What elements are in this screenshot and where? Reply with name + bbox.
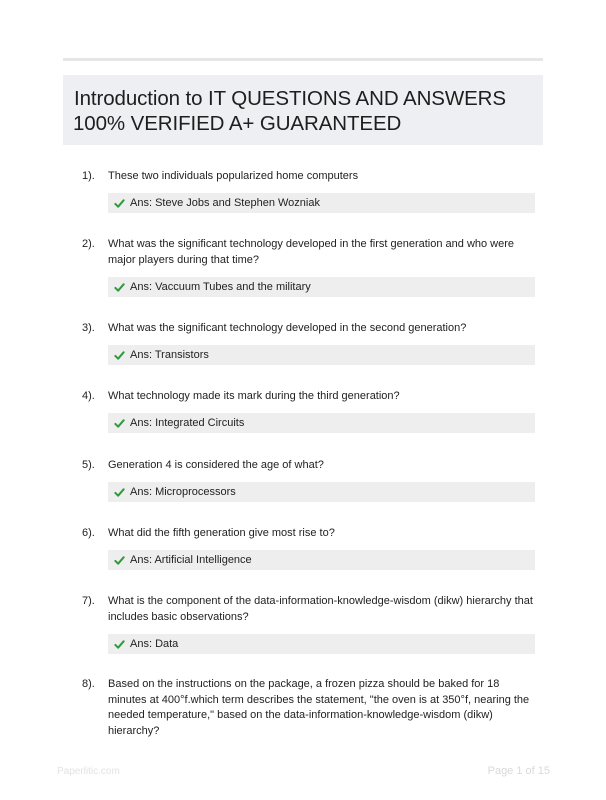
answer-box <box>108 550 535 570</box>
answer-text: Ans: Steve Jobs and Stephen Wozniak <box>130 197 320 209</box>
checkmark-icon <box>114 639 125 650</box>
answer-box <box>108 413 535 433</box>
checkmark-icon <box>114 282 125 293</box>
answer-text: Ans: Integrated Circuits <box>130 417 245 429</box>
answer-box <box>108 345 535 365</box>
checkmark-icon <box>114 418 125 429</box>
document-title-line-1: Introduction to IT QUESTIONS AND ANSWERS <box>74 87 506 110</box>
question-number: 6). <box>82 527 95 539</box>
checkmark-icon <box>114 487 125 498</box>
document-title-box <box>63 75 543 145</box>
question-text: These two individuals popularized home computers <box>108 170 359 182</box>
question-number: 5). <box>82 459 95 471</box>
document-title-line-2: 100% VERIFIED A+ GUARANTEED <box>73 112 402 135</box>
answer-box <box>108 634 535 654</box>
question-number: 2). <box>82 238 95 250</box>
footer-site-watermark: Paperlitic.com <box>57 766 120 777</box>
checkmark-icon <box>114 350 125 361</box>
answer-text: Ans: Vaccuum Tubes and the military <box>130 281 311 293</box>
answer-box <box>108 193 535 213</box>
question-text: Based on the instructions on the package, a frozen pizza should be baked for 18 minutes at 400°f.which term describes the statement, "the oven is at 350°f, nearing the needed temperature," based on the data-information-knowledge-wisdom (dikw) hierarchy? <box>108 678 530 737</box>
answer-text: Ans: Microprocessors <box>130 486 236 498</box>
question-number: 1). <box>82 170 95 182</box>
checkmark-icon <box>114 555 125 566</box>
question-number: 7). <box>82 595 95 607</box>
answer-text: Ans: Data <box>130 638 179 650</box>
question-number: 3). <box>82 322 95 334</box>
question-number: 8). <box>82 678 95 690</box>
answer-text: Ans: Artificial Intelligence <box>130 554 252 566</box>
question-text: What did the fifth generation give most rise to? <box>108 527 335 539</box>
question-text: What technology made its mark during the third generation? <box>108 390 400 402</box>
checkmark-icon <box>114 198 125 209</box>
top-divider <box>63 58 543 61</box>
question-text: What was the significant technology developed in the second generation? <box>108 322 467 334</box>
question-text: Generation 4 is considered the age of what? <box>108 459 324 471</box>
page-number: Page 1 of 15 <box>487 765 550 777</box>
question-text: What was the significant technology developed in the first generation and who were major players during that time? <box>108 238 515 266</box>
question-number: 4). <box>82 390 95 402</box>
answer-box <box>108 277 535 297</box>
answer-text: Ans: Transistors <box>130 349 209 361</box>
question-text: What is the component of the data-information-knowledge-wisdom (dikw) hierarchy that includes basic observations? <box>108 595 533 623</box>
answer-box <box>108 482 535 502</box>
